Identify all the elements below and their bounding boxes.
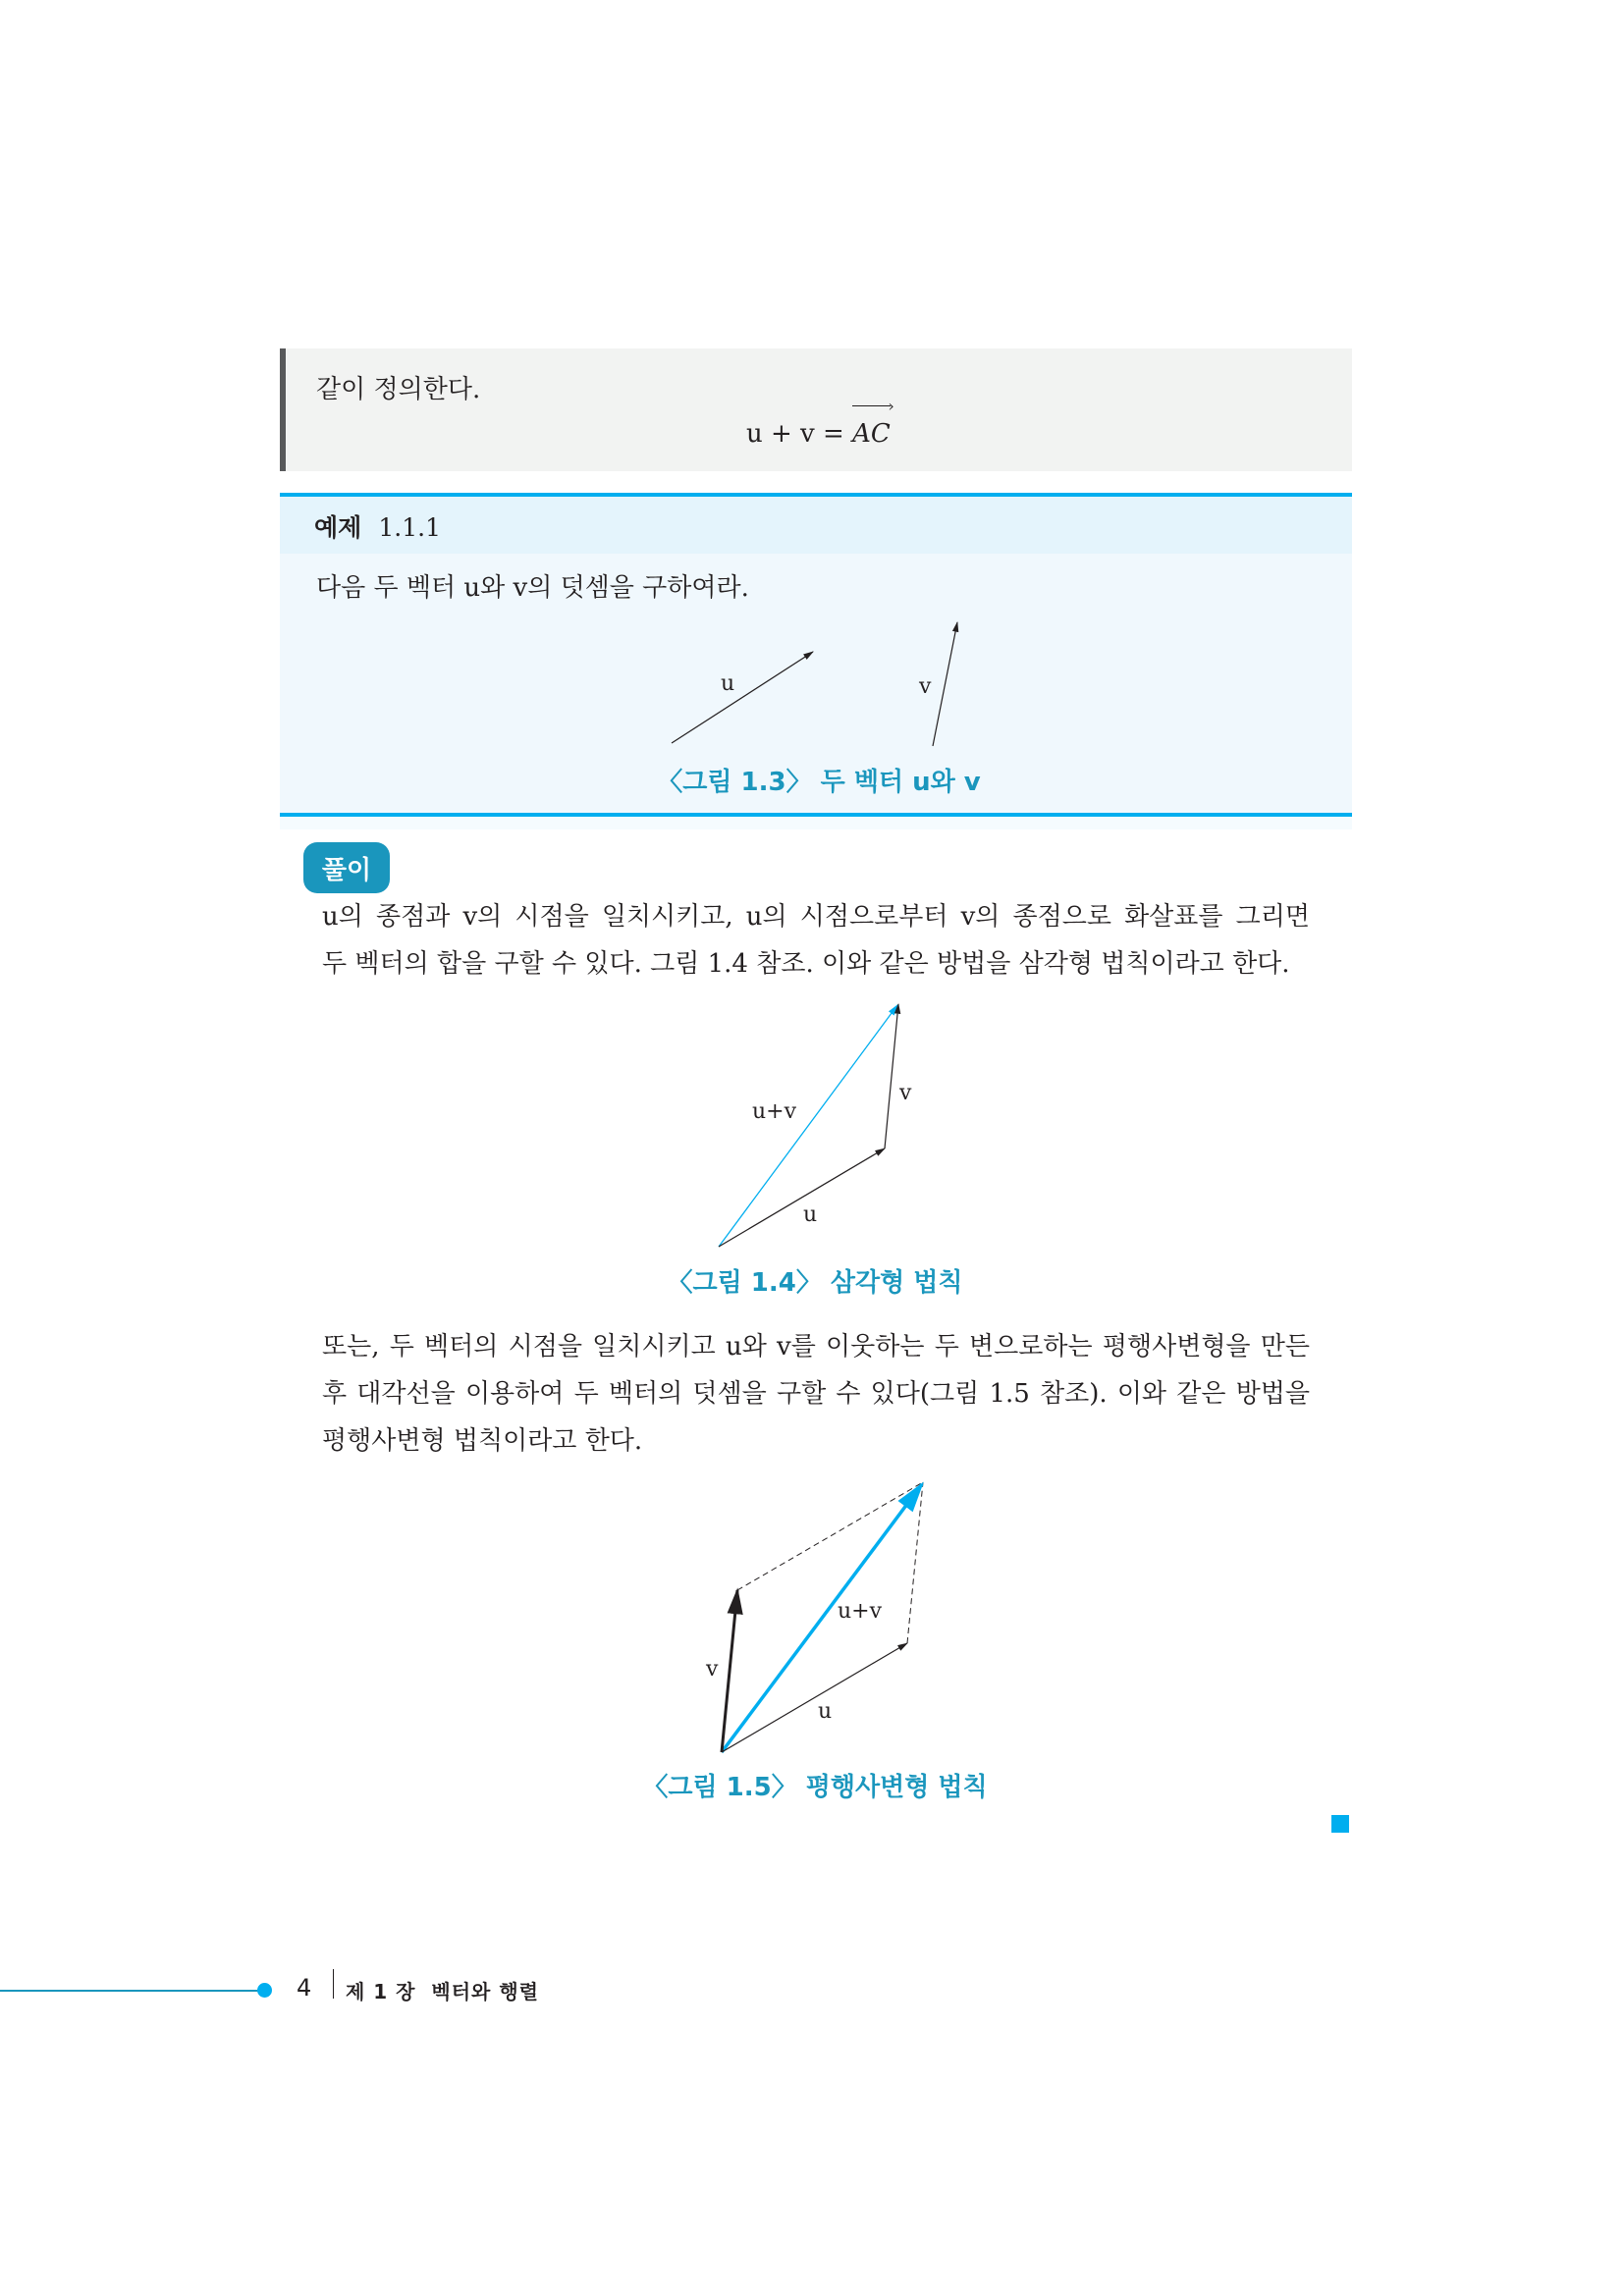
paragraph-line: 평행사변형 법칙이라고 한다. [322,1426,643,1456]
label-v: v [919,674,932,699]
figure-1-3-caption: 〈그림 1.3〉 두 벡터 u와 v [657,768,981,797]
example-label: 예제 [314,513,362,542]
dashed-edge [737,1482,923,1590]
equation-lhs: u + v = [746,419,853,449]
label-u: u [803,1202,818,1227]
dashed-edge [907,1482,923,1643]
label-u: u [721,671,735,696]
example-prompt: 다음 두 벡터 u와 v의 덧셈을 구하여라. [316,573,749,603]
footer-rule [0,1990,265,1992]
footer-dot [257,1983,272,1998]
vector-v-arrow [885,1004,898,1148]
solution-paragraph-1 [322,893,1310,988]
paragraph-line: 또는, 두 벡터의 시점을 일치시키고 u와 v를 이웃하는 두 변으로하는 평행사변형을 만든 [322,1332,1310,1362]
solution-paragraph-2 [322,1323,1310,1465]
figure-1-5-caption: 〈그림 1.5〉 평행사변형 법칙 [642,1773,988,1802]
label-v: v [899,1081,912,1105]
definition-text: 같이 정의한다. [316,375,481,404]
label-u: u [818,1699,833,1724]
example-number: 1.1.1 [378,513,442,542]
label-v: v [706,1657,719,1682]
page-number: 4 [297,1974,312,2002]
label-sum: u+v [838,1599,883,1624]
paragraph-line: u의 종점과 v의 시점을 일치시키고, u의 시점으로부터 v의 종점으로 화살표를 그리면 [322,902,1310,932]
chapter-title: 제 1 장 벡터와 행렬 [346,1980,539,2003]
label-sum: u+v [752,1099,797,1124]
paragraph-line: 후 대각선을 이용하여 두 벡터의 덧셈을 구할 수 있다(그림 1.5 참조). 이와 같은 방법을 [322,1379,1310,1409]
end-of-solution-mark [1331,1815,1349,1833]
solution-badge: 풀이 [303,842,390,893]
equation-rhs: AC › [852,397,894,449]
vector-v-arrow [933,622,957,746]
vector-u-arrow [672,652,813,743]
figure-1-4-caption: 〈그림 1.4〉 삼각형 법칙 [667,1268,963,1298]
footer-divider [333,1969,334,1999]
vector-u-arrow [722,1643,907,1752]
paragraph-line: 두 벡터의 합을 구할 수 있다. 그림 1.4 참조. 이와 같은 방법을 삼각형 법칙이라고 한다. [322,949,1290,979]
vector-u-arrow [719,1148,885,1247]
vector-v-arrow [722,1590,737,1752]
